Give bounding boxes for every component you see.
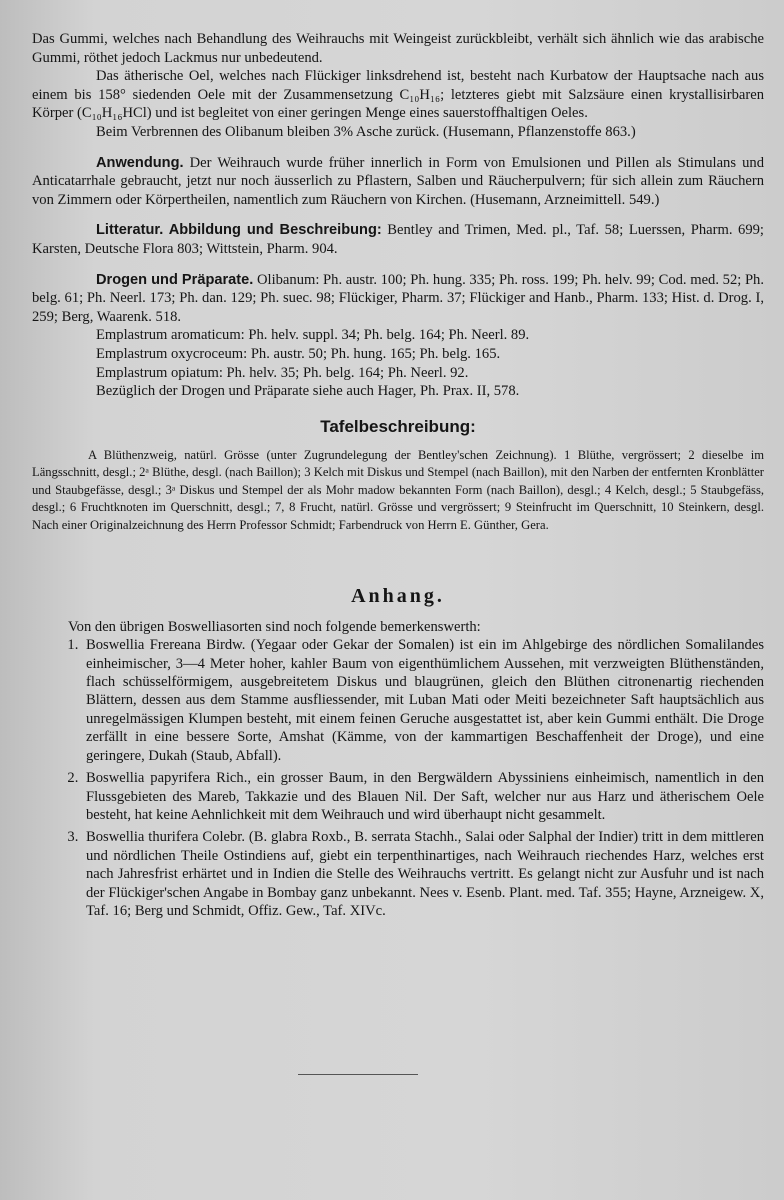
anwendung-text: Der Weihrauch wurde früher innerlich in Form von Emulsionen und Pillen als Stimulans und Anticatarrhale gebraucht, jetzt nur noch äusserlich zu Pflastern, Salben und Räucherpulvern; für sich allein zum Räuchern von Zimmern oder Körpertheilen, namentlich zum Räuchern von Kirchen. (Husemann, Arzneimittell. 549.) — [32, 154, 764, 208]
drogen-line: Emplastrum opiatum: Ph. helv. 35; Ph. belg. 164; Ph. Neerl. 92. — [96, 364, 469, 381]
anhang-list — [32, 636, 764, 920]
litteratur-text: Bentley and Trimen, Med. pl., Taf. 58; Luerssen, Pharm. 699; Karsten, Deutsche Flora 803; Wittstein, Pharm. 904. — [32, 222, 764, 257]
drogen-line: Emplastrum aromaticum: Ph. helv. suppl. 34; Ph. belg. 164; Ph. Neerl. 89. — [96, 327, 530, 344]
anhang-title: Anhang. — [351, 584, 445, 607]
tafel-description: A Blüthenzweig, natürl. Grösse (unter Zugrundelegung der Bentley'schen Zeichnung). 1 Blüthe, vergrössert; 2 dieselbe im Längsschnitt, desgl.; 2ᵃ Blüthe, desgl. (nach Baillon); 3 Kelch mit Diskus und Stempel (nach Baillon), mit den Narben der entfernten Kronblätter und Staubgefässe, desgl.; 3ᵃ Diskus und Stempel der als Mohr madow bekannten Form (nach Baillon), desgl.; 4 Kelch, desgl.; 5 Staubgefäss, desgl.; 6 Fruchtknoten im Querschnitt, desgl.; 7, 8 Frucht, natürl. Grösse und vergrössert; 9 Steinfrucht im Querschnitt, 10 Steinkern, desgl. Nach einer Originalzeichnung des Herrn Professor Schmidt; Farbendruck von Herrn E. Günther, Gera. — [32, 447, 764, 533]
paragraph-oel: Das ätherische Oel, welches nach Flückiger linksdrehend ist, besteht nach Kurbatow der Hauptsache nach aus einem bis 158° siedenden Oele mit der Zusammensetzung C₁₀H₁₆; letzteres giebt mit Salzsäure einen krystallisirbaren Körper (C₁₀H₁₆HCl) und ist begleitet von einer geringen Menge eines sauerstoffhaltigen Oeles. — [32, 68, 764, 122]
section-litteratur — [32, 221, 764, 258]
drogen-line: Bezüglich der Drogen und Präparate siehe auch Hager, Ph. Prax. II, 578. — [96, 383, 520, 400]
paragraph-asche: Beim Verbrennen des Olibanum bleiben 3% Asche zurück. (Husemann, Pflanzenstoffe 863.) — [96, 123, 636, 140]
closing-rule — [298, 1074, 418, 1075]
anwendung-heading: Anwendung. — [96, 154, 184, 171]
drogen-text: Olibanum: Ph. austr. 100; Ph. hung. 335; Ph. ross. 199; Ph. helv. 99; Cod. med. 52; Ph. belg. 61; Ph. Neerl. 173; Ph. dan. 129; Ph. suec. 98; Flückiger, Pharm. 37; Flückiger and Hanb., Pharm. 133; Hist. d. Drog. I, 259; Berg, Waarenk. 518. — [32, 271, 765, 325]
anhang-intro: Von den übrigen Boswelliasorten sind noch folgende bemerkenswerth: — [68, 618, 481, 635]
paragraph-gummi: Das Gummi, welches nach Behandlung des Weihrauchs mit Weingeist zurückbleibt, verhält sich ähnlich wie das arabische Gummi, röthet jedoch Lackmus nur unbedeutend. — [32, 31, 764, 66]
list-item-frereana: 1. Boswellia Frereana Birdw. (Yegaar oder Gekar der Somalen) ist ein im Ahlgebirge des nördlichen Somalilandes einheimischer, 3—4 Meter hoher, kahler Baum von eigenthümlichem Aussehen, mit verzweigten Blüthenständen, flach schüsselförmigem, ausgebreitetem Diskus und blaugrünen, gleich den Blüthen citronenartig riechenden Blättern, dessen aus dem Stamme ausfliessender, mit Luban Mati oder Meiti bezeichneter Saft hauptsächlich aus unregelmässigen Klumpen besteht, mit einem feinen Geruche ausgestattet ist, aber kein Gummi enthält. Die Droge zerfällt in eine bessere Sorte, Amshat (Kämme, von der kammartigen Beschaffenheit der Droge), und eine geringere, Dukah (Staub, Abfall). — [82, 636, 764, 765]
tafel-title: Tafelbeschreibung: — [320, 416, 476, 436]
list-item-thurifera: 3. Boswellia thurifera Colebr. (B. glabra Roxb., B. serrata Stachh., Salai oder Salphal der Indier) tritt in dem mittleren und nördlichen Theile Ostindiens auf, giebt ein terpenthinartiges, nach Weihrauch riechendes Harz, welches erst nach Jahresfrist erhärtet und in Indien die Stelle des Weihrauchs vertritt. Es gelangt nicht zur Ausfuhr und ist nach der Flückiger'schen Angabe in Bombay ganz unbekannt. Nees v. Esenb. Plant. med. Taf. 355; Hayne, Arzneigew. X, Taf. 16; Berg und Schmidt, Offiz. Gew., Taf. XIVc. — [82, 828, 764, 920]
section-drogen — [32, 271, 764, 327]
drogen-heading: Drogen und Präparate. — [96, 271, 254, 288]
list-item-papyrifera: 2. Boswellia papyrifera Rich., ein grosser Baum, in den Bergwäldern Abyssiniens einheimisch, namentlich in den Flussgebieten des Mareb, Takkazie und des Blauen Nil. Der Saft, welcher nur aus Harz und ätherischem Oele besteht, hat keine Aehnlichkeit mit dem Weihrauch und wird überhaupt nicht gesammelt. — [82, 769, 764, 824]
section-anwendung — [32, 154, 764, 210]
litteratur-heading: Litteratur. Abbildung und Beschreibung: — [96, 222, 382, 239]
drogen-line: Emplastrum oxycroceum: Ph. austr. 50; Ph. hung. 165; Ph. belg. 165. — [96, 345, 501, 362]
